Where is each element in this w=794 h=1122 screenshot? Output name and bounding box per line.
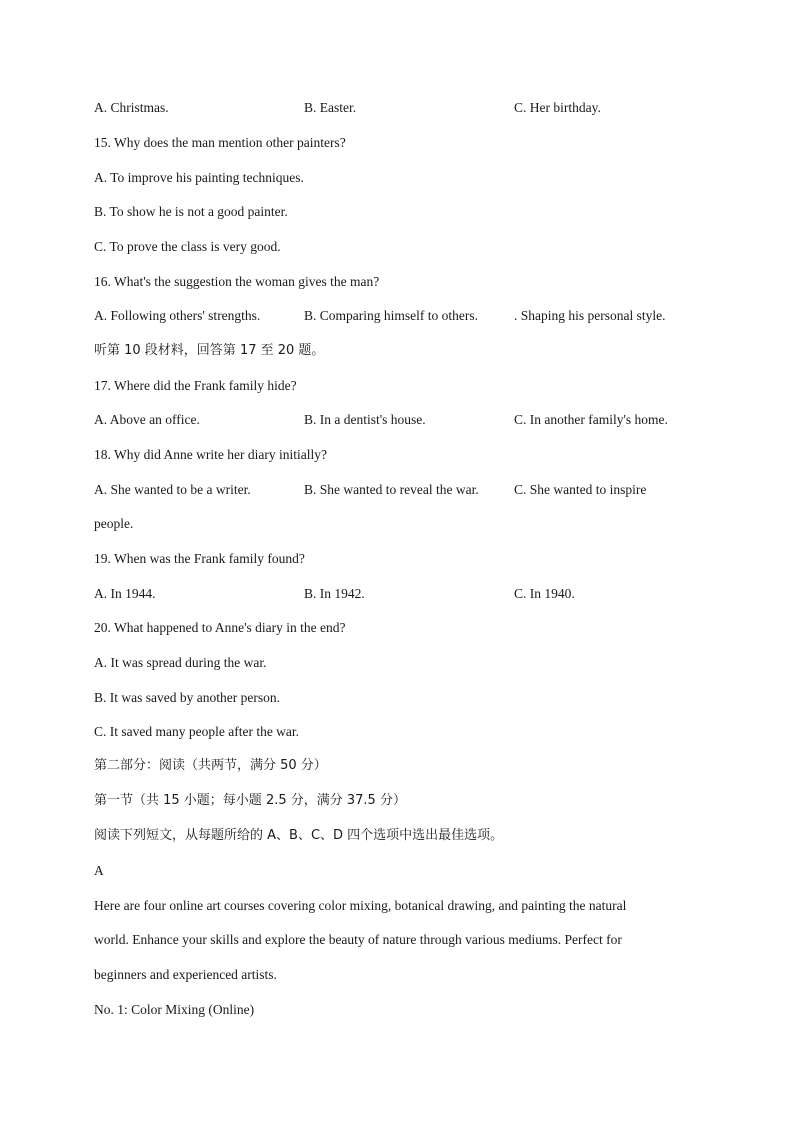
q14-option-b: B. Easter. [304, 100, 357, 115]
q18-option-c-continued: people. [94, 516, 134, 531]
passage10-instruction: 听第 10 段材料，回答第 17 至 20 题。 [94, 343, 325, 358]
q20-option-c: C. It saved many people after the war. [94, 724, 300, 739]
q19-option-b: B. In 1942. [304, 586, 365, 601]
q18-option-c: C. She wanted to inspire [514, 482, 647, 497]
q15-option-a: A. To improve his painting techniques. [94, 170, 304, 185]
q17-question: 17. Where did the Frank family hide? [94, 378, 297, 393]
section1-title: 第一节（共 15 小题；每小题 2.5 分，满分 37.5 分） [94, 793, 406, 808]
q14-option-a: A. Christmas. [94, 100, 169, 115]
q15-option-c: C. To prove the class is very good. [94, 239, 281, 254]
q20-question: 20. What happened to Anne's diary in the end? [94, 620, 346, 635]
q16-option-b: B. Comparing himself to others. [304, 308, 478, 323]
intro-line-1: Here are four online art courses covering color mixing, botanical drawing, and painting the natural [94, 898, 627, 913]
q15-option-b: B. To show he is not a good painter. [94, 204, 288, 219]
passage-label: A [94, 863, 104, 878]
intro-line-2: world. Enhance your skills and explore the beauty of nature through various mediums. Perfect for [94, 932, 622, 947]
q17-option-a: A. Above an office. [94, 412, 200, 427]
q16-option-a: A. Following others' strengths. [94, 308, 261, 323]
intro-line-3: beginners and experienced artists. [94, 967, 277, 982]
q16-option-c: . Shaping his personal style. [514, 308, 666, 323]
q18-question: 18. Why did Anne write her diary initially? [94, 447, 327, 462]
q15-question: 15. Why does the man mention other painters? [94, 135, 346, 150]
q20-option-b: B. It was saved by another person. [94, 690, 280, 705]
q18-option-a: A. She wanted to be a writer. [94, 482, 251, 497]
q19-option-a: A. In 1944. [94, 586, 156, 601]
q19-option-c: C. In 1940. [514, 586, 575, 601]
q16-question: 16. What's the suggestion the woman gives the man? [94, 274, 380, 289]
part2-title: 第二部分：阅读（共两节，满分 50 分） [94, 758, 327, 773]
q19-question: 19. When was the Frank family found? [94, 551, 305, 566]
q20-option-a: A. It was spread during the war. [94, 655, 267, 670]
q17-option-b: B. In a dentist's house. [304, 412, 426, 427]
reading-instruction: 阅读下列短文，从每题所给的 A、B、C、D 四个选项中选出最佳选项。 [94, 828, 504, 843]
q17-option-c: C. In another family's home. [514, 412, 668, 427]
q14-option-c: C. Her birthday. [514, 100, 601, 115]
q18-option-b: B. She wanted to reveal the war. [304, 482, 479, 497]
course1-title: No. 1: Color Mixing (Online) [94, 1002, 255, 1017]
